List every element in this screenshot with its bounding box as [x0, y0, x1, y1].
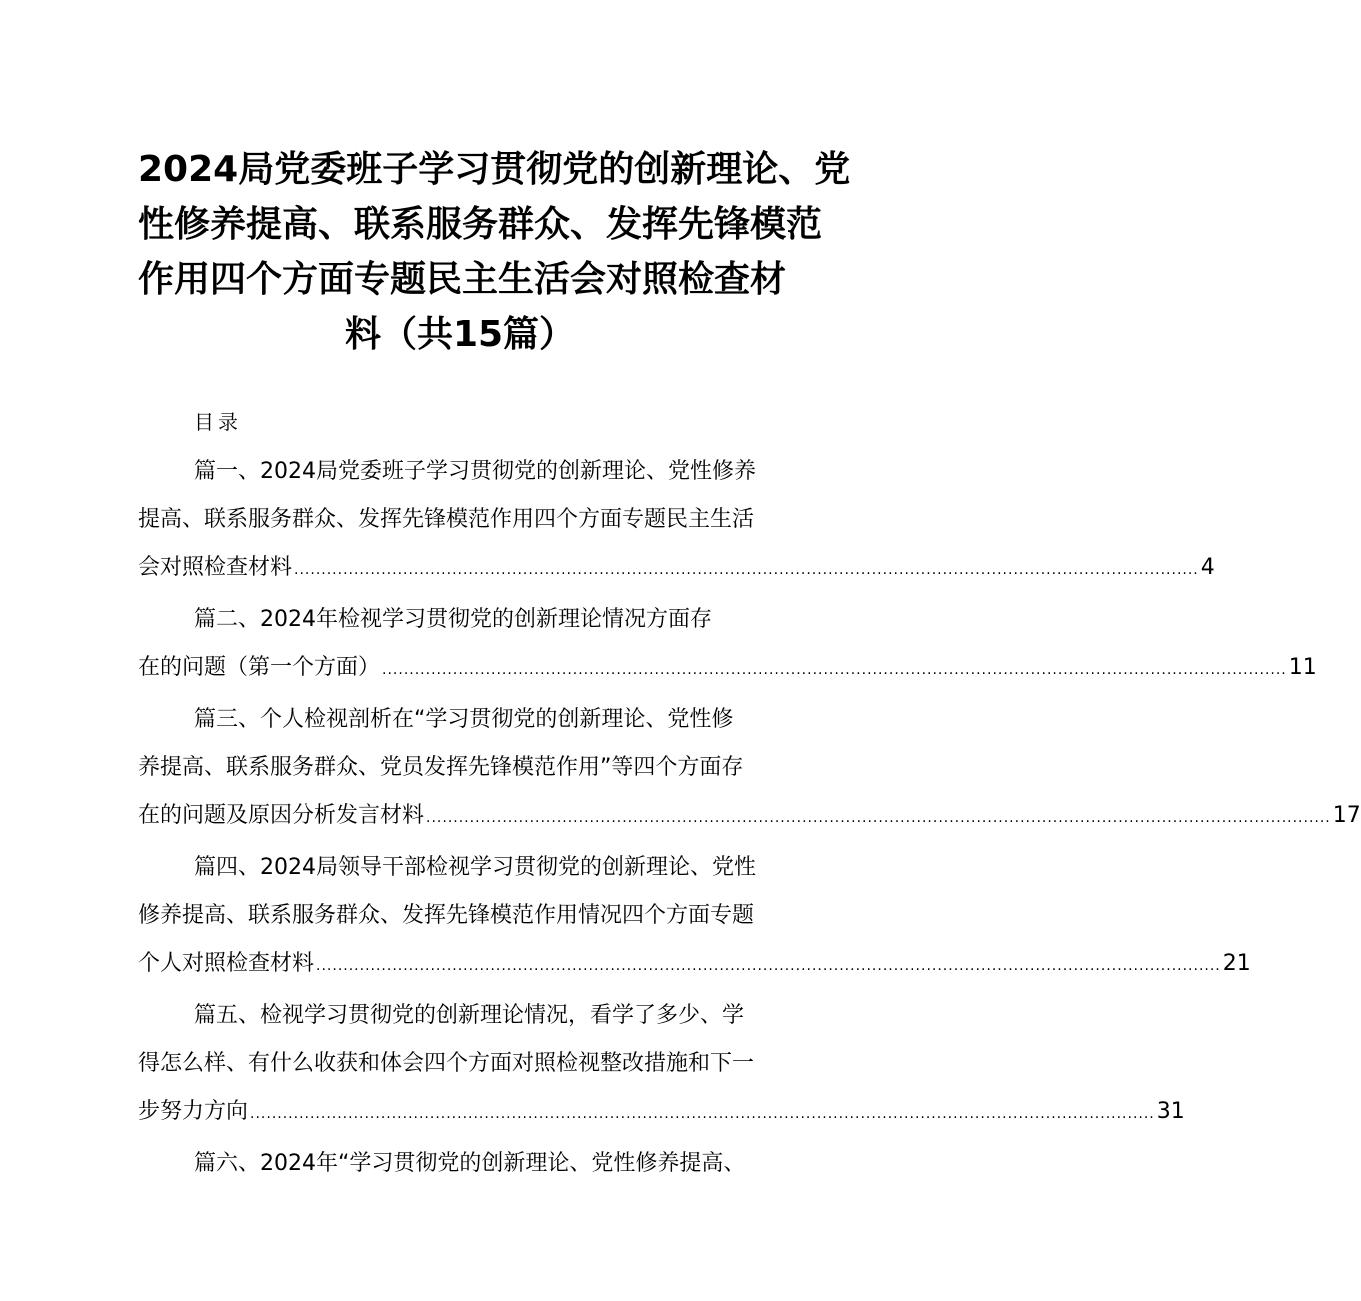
toc-page-number: 21: [1222, 951, 1251, 976]
toc-entry-last-line: [138, 544, 1215, 594]
toc-entry-line: 养提高、联系服务群众、党员发挥先锋模范作用”等四个方面存: [138, 755, 744, 780]
toc-entry-line: 在的问题及原因分析发言材料: [138, 803, 425, 828]
toc-entry-line: 修养提高、联系服务群众、发挥先锋模范作用情况四个方面专题: [138, 903, 755, 928]
toc-entry-line: 篇六、2024年“学习贯彻党的创新理论、党性修养提高、: [194, 1151, 746, 1176]
toc-entry-last-line: [138, 792, 1361, 842]
dot-leader: ......................................................................................................................................................................: [316, 958, 1221, 974]
title-line: 性修养提高、联系服务群众、发挥先锋模范: [138, 204, 823, 245]
toc-entry-line: 会对照检查材料: [138, 555, 293, 580]
toc-entry-line: 得怎么样、有什么收获和体会四个方面对照检视整改措施和下一: [138, 1051, 755, 1076]
dot-leader: ......................................................................................................................................................................: [250, 1106, 1155, 1122]
dot-leader: ......................................................................................................................................................................: [294, 562, 1199, 578]
toc-page-number: 4: [1200, 555, 1215, 580]
title-line: 2024局党委班子学习贯彻党的创新理论、党: [138, 149, 851, 190]
title-line: 作用四个方面专题民主生活会对照检查材: [138, 259, 787, 300]
table-of-contents: [138, 448, 1361, 1190]
toc-page-number: 11: [1288, 655, 1317, 680]
toc-entry-last-line: [138, 940, 1251, 990]
title-line: 料（共15篇）: [344, 314, 576, 355]
toc-page-number: 31: [1156, 1099, 1185, 1124]
toc-entry-line: 在的问题（第一个方面）: [138, 655, 381, 680]
toc-entry-line: 篇三、个人检视剖析在“学习贯彻党的创新理论、党性修: [194, 707, 734, 732]
toc-entry[interactable]: [138, 696, 1361, 842]
toc-entry-line: 篇五、检视学习贯彻党的创新理论情况，看学了多少、学: [194, 1003, 745, 1028]
toc-entry[interactable]: [138, 596, 1317, 694]
toc-entry-last-line: [138, 644, 1317, 694]
toc-heading: 目录: [194, 410, 242, 434]
toc-entry-line: 篇一、2024局党委班子学习贯彻党的创新理论、党性修养: [194, 459, 756, 484]
toc-entry-line: 篇四、2024局领导干部检视学习贯彻党的创新理论、党性: [194, 855, 756, 880]
dot-leader: ......................................................................................................................................................................: [382, 662, 1287, 678]
toc-entry-line: 篇二、2024年检视学习贯彻党的创新理论情况方面存: [194, 607, 712, 632]
toc-entry[interactable]: [138, 1140, 786, 1188]
toc-entry[interactable]: [138, 992, 1185, 1138]
toc-entry-last-line: [138, 1088, 1185, 1138]
toc-page-number: 17: [1332, 803, 1361, 828]
toc-entry-line: 个人对照检查材料: [138, 951, 315, 976]
toc-entry[interactable]: [138, 448, 1215, 594]
toc-entry-line: 提高、联系服务群众、发挥先锋模范作用四个方面专题民主生活: [138, 507, 755, 532]
toc-entry[interactable]: [138, 844, 1251, 990]
dot-leader: ......................................................................................................................................................................: [426, 810, 1331, 826]
document-title: [138, 142, 851, 362]
toc-entry-line: 步努力方向: [138, 1099, 249, 1124]
